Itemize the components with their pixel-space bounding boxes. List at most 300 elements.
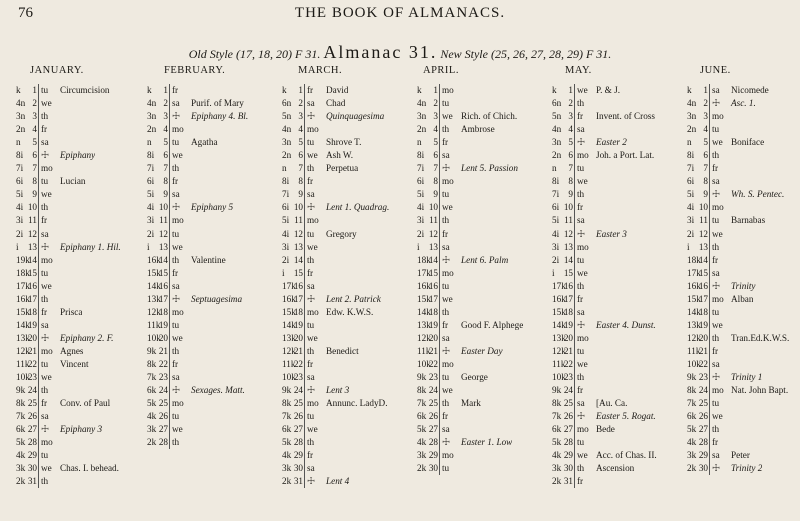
dominical-letter: 13k [282,332,296,343]
calendar-row [687,254,797,267]
calendar-row [417,228,551,241]
feast [730,319,731,332]
feast: [Au. Ca. [596,398,628,409]
feast [595,332,596,345]
feast: Bede [596,424,615,435]
feast [190,371,191,384]
weekday: ☩ [577,411,586,422]
calendar-row [687,462,797,475]
calendar-row [687,449,797,462]
day-number: 29 [291,449,305,462]
day-number: 4 [696,123,710,136]
day-number: 1 [25,84,39,97]
day-number: 28 [561,436,575,449]
calendar-row [552,371,686,384]
feast [190,162,191,175]
dominical-letter: 4n [147,98,157,109]
day-number: 28 [291,436,305,449]
weekday: fr [307,267,314,278]
dominical-letter: 7k [687,398,697,409]
weekday: tu [442,463,450,474]
day-number: 2 [156,97,170,110]
feast [460,449,461,462]
day-number: 9 [291,188,305,201]
dominical-letter: 5k [282,437,292,448]
day-number: 10 [25,201,39,214]
day-number: 27 [426,423,440,436]
weekday: mo [712,202,724,213]
day-number: 12 [426,228,440,241]
dominical-letter: 6k [282,424,292,435]
day-number: 9 [561,188,575,201]
feast [59,214,60,227]
dominical-letter: 3i [417,215,425,226]
feast: Alban [731,293,754,304]
weekday: fr [172,358,179,369]
dominical-letter: 7i [147,163,155,174]
dominical-letter: 8k [282,398,292,409]
weekday: sa [172,372,180,383]
feast [190,423,191,436]
dominical-letter: 2i [552,254,560,265]
weekday: th [41,202,49,213]
dominical-letter: 4n [552,124,562,135]
calendar-row [417,97,551,110]
weekday: we [307,241,318,252]
dominical-letter: 2i [687,228,695,239]
feast [595,97,596,110]
dominical-letter: 5i [282,215,290,226]
feast: Sexages. Matt. [191,385,245,396]
weekday: sa [712,176,720,187]
calendar-may [552,84,686,488]
calendar-row [16,384,146,397]
weekday: sa [442,332,450,343]
weekday: fr [712,345,719,356]
day-number: 1 [561,84,575,97]
dominical-letter: 5i [687,189,695,200]
calendar-row [282,267,416,280]
dominical-letter: 17k [552,280,566,291]
day-number: 19 [25,319,39,332]
weekday: th [577,372,585,383]
dominical-letter: 10k [282,372,296,383]
dominical-letter: 4k [16,450,26,461]
weekday: we [712,411,723,422]
dominical-letter: i [282,267,285,278]
dominical-letter: 16k [552,293,566,304]
weekday: ☩ [172,293,181,304]
day-number: 24 [156,384,170,397]
weekday: sa [307,189,315,200]
day-number: 8 [696,175,710,188]
dominical-letter: 12k [552,345,566,356]
weekday: th [172,254,180,265]
calendar-row [687,423,797,436]
feast [460,175,461,188]
calendar-row [417,175,551,188]
day-number: 16 [696,280,710,293]
weekday: mo [41,345,53,356]
weekday: ☩ [712,189,721,200]
weekday: mo [41,163,53,174]
dominical-letter: 5n [282,111,292,122]
weekday: tu [307,319,315,330]
calendar-row [16,293,146,306]
calendar-row [687,384,797,397]
dominical-letter: 8i [417,150,425,161]
day-number: 7 [696,162,710,175]
weekday: mo [307,306,319,317]
weekday: sa [41,411,49,422]
calendar-row [687,214,797,227]
feast [730,201,731,214]
weekday: fr [172,267,179,278]
day-number: 22 [426,358,440,371]
dominical-letter: 4i [16,202,24,213]
weekday: we [172,241,183,252]
day-number: 2 [696,97,710,110]
day-number: 7 [25,162,39,175]
day-number: 3 [561,110,575,123]
dominical-letter: 13k [687,319,701,330]
weekday: ☩ [307,293,316,304]
weekday: we [442,111,453,122]
calendar-row [687,188,797,201]
feast [595,384,596,397]
day-number: 17 [156,293,170,306]
feast: Purif. of Mary [191,98,244,109]
dominical-letter: 16k [687,280,701,291]
day-number: 9 [696,188,710,201]
feast [59,371,60,384]
day-number: 19 [561,319,575,332]
weekday: sa [442,424,450,435]
dominical-letter: 16k [147,254,161,265]
day-number: 5 [291,136,305,149]
feast: Easter 3 [596,228,627,239]
calendar-row [16,162,146,175]
day-number: 23 [291,371,305,384]
feast [190,345,191,358]
calendar-row [147,358,281,371]
calendar-row [16,241,146,254]
dominical-letter: 6k [147,385,157,396]
dominical-letter: 3n [687,111,697,122]
calendar-row [687,306,797,319]
dominical-letter: 8i [552,176,560,187]
feast: Trinity 2 [731,463,763,474]
calendar-row [687,228,797,241]
dominical-letter: 14k [16,319,30,330]
day-number: 28 [696,436,710,449]
new-style-label: New Style (25, 26, 27, 28, 29) F 31. [440,47,612,61]
weekday: th [307,437,315,448]
calendar-row [147,345,281,358]
weekday: mo [577,332,589,343]
calendar-row [147,397,281,410]
calendar-row [16,254,146,267]
feast [325,449,326,462]
dominical-letter: 17k [687,267,701,278]
dominical-letter: 9k [687,372,697,383]
calendar-row [552,423,686,436]
weekday: we [577,358,588,369]
day-number: 4 [156,123,170,136]
weekday: mo [442,358,454,369]
dominical-letter: 3i [552,241,560,252]
weekday: mo [577,241,589,252]
day-number: 8 [561,175,575,188]
weekday: sa [172,98,180,109]
day-number: 2 [561,97,575,110]
weekday: fr [577,202,584,213]
calendar-row [552,449,686,462]
calendar-row [417,162,551,175]
day-number: 10 [156,201,170,214]
weekday: ☩ [577,228,586,239]
weekday: th [577,189,585,200]
dominical-letter: 2k [282,476,292,487]
calendar-row [282,332,416,345]
day-number: 24 [25,384,39,397]
day-number: 8 [426,175,440,188]
weekday: ☩ [172,111,181,122]
calendar-row [147,136,281,149]
feast [190,175,191,188]
dominical-letter: 6i [16,176,24,187]
calendar-row [552,175,686,188]
calendar-row [552,97,686,110]
dominical-letter: 4i [147,202,155,213]
dominical-letter: 3k [147,424,157,435]
weekday: fr [307,176,314,187]
calendar-row [16,462,146,475]
day-number: 14 [696,254,710,267]
dominical-letter: 9k [16,385,26,396]
day-number: 13 [25,241,39,254]
day-number: 13 [561,241,575,254]
calendar-row [282,280,416,293]
day-number: 9 [156,188,170,201]
running-head: THE BOOK OF ALMANACS. [294,5,506,21]
weekday: th [307,163,315,174]
feast: Joh. a Port. Lat. [596,150,655,161]
dominical-letter: 12k [417,332,431,343]
calendar-row [417,423,551,436]
weekday: th [442,215,450,226]
day-number: 10 [426,201,440,214]
feast [325,410,326,423]
feast [595,475,596,488]
calendar-row [552,84,686,97]
day-number: 14 [426,254,440,267]
feast: Lent 5. Passion [461,163,518,174]
weekday: th [41,385,49,396]
day-number: 4 [561,123,575,136]
dominical-letter: 13k [417,319,431,330]
dominical-letter: 11k [687,345,701,356]
dominical-letter: 5k [16,437,26,448]
weekday: ☩ [307,111,316,122]
day-number: 30 [426,462,440,475]
feast [460,462,461,475]
weekday: we [442,293,453,304]
weekday: fr [577,385,584,396]
dominical-letter: 2n [552,150,562,161]
feast [325,332,326,345]
weekday: ☩ [41,332,50,343]
calendar-row [16,475,146,488]
weekday: mo [712,385,724,396]
dominical-letter: 7i [16,163,24,174]
dominical-letter: 12k [282,345,296,356]
weekday: th [172,437,180,448]
feast [595,358,596,371]
dominical-letter: i [16,241,19,252]
calendar-row [16,267,146,280]
calendar-row [147,384,281,397]
calendar-row [282,397,416,410]
weekday: mo [172,306,184,317]
dominical-letter: 18k [16,267,30,278]
day-number: 2 [426,97,440,110]
weekday: we [41,280,52,291]
calendar-row [16,149,146,162]
day-number: 21 [426,345,440,358]
calendar-row [282,201,416,214]
feast [595,214,596,227]
feast [59,254,60,267]
weekday: we [41,189,52,200]
day-number: 20 [696,332,710,345]
day-number: 16 [561,280,575,293]
feast [59,136,60,149]
calendar-row [552,254,686,267]
weekday: sa [712,85,720,95]
calendar-row [282,136,416,149]
calendar-row [282,410,416,423]
calendar-row [417,462,551,475]
day-number: 7 [291,162,305,175]
dominical-letter: 7k [16,411,26,422]
dominical-letter: 7i [687,163,695,174]
day-number: 26 [25,410,39,423]
day-number: 11 [156,214,170,227]
calendar-row [147,332,281,345]
feast [595,345,596,358]
calendar-row [552,475,686,488]
feast: Prisca [60,306,83,317]
feast [59,228,60,241]
dominical-letter: 14k [282,319,296,330]
day-number: 3 [696,110,710,123]
weekday: tu [41,450,49,461]
calendar-row [417,123,551,136]
day-number: 24 [426,384,440,397]
feast [190,436,191,449]
calendar-row [282,84,416,97]
day-number: 15 [426,267,440,280]
feast [325,319,326,332]
day-number: 5 [25,136,39,149]
feast [730,306,731,319]
dominical-letter: 4k [147,411,157,422]
weekday: we [577,176,588,187]
month-title-may: MAY. [565,65,592,76]
weekday: sa [712,450,720,461]
dominical-letter: 16k [16,293,30,304]
weekday: fr [172,176,179,187]
feast: Epiphany 1. Hil. [60,241,121,252]
feast [59,97,60,110]
day-number: 27 [696,423,710,436]
dominical-letter: 3k [552,463,562,474]
feast [59,475,60,488]
calendar-row [16,449,146,462]
calendar-row [282,436,416,449]
day-number: 17 [25,293,39,306]
feast: George [461,372,488,383]
calendar-row [687,267,797,280]
weekday: th [577,463,585,474]
dominical-letter: 9k [552,385,562,396]
dominical-letter: 6i [147,176,155,187]
calendar-row [147,214,281,227]
dominical-letter: 7i [417,163,425,174]
day-number: 18 [291,306,305,319]
feast [460,188,461,201]
feast [59,449,60,462]
feast [325,358,326,371]
calendar-row [552,188,686,201]
dominical-letter: 10k [147,332,161,343]
feast: Nicomede [731,85,769,95]
day-number: 25 [291,397,305,410]
calendar-row [552,306,686,319]
calendar-row [147,371,281,384]
weekday: mo [442,267,454,278]
weekday: fr [577,111,584,122]
feast: Lent 3 [326,385,350,396]
dominical-letter: 8i [282,176,290,187]
day-number: 30 [291,462,305,475]
dominical-letter: 13k [16,332,30,343]
feast [460,228,461,241]
day-number: 20 [426,332,440,345]
dominical-letter: 17k [417,267,431,278]
feast [59,110,60,123]
day-number: 18 [696,306,710,319]
calendar-row [282,462,416,475]
weekday: we [442,202,453,213]
feast [595,254,596,267]
day-number: 20 [156,332,170,345]
feast: Lent 4 [326,476,350,487]
calendar-row [16,201,146,214]
calendar-row [417,201,551,214]
weekday: we [41,463,52,474]
dominical-letter: n [16,137,21,148]
weekday: tu [307,228,315,239]
dominical-letter: 6n [552,98,562,109]
feast: Ascension [596,463,635,474]
day-number: 25 [25,397,39,410]
calendar-row [417,254,551,267]
weekday: fr [172,85,179,95]
weekday: sa [307,372,315,383]
feast [190,123,191,136]
